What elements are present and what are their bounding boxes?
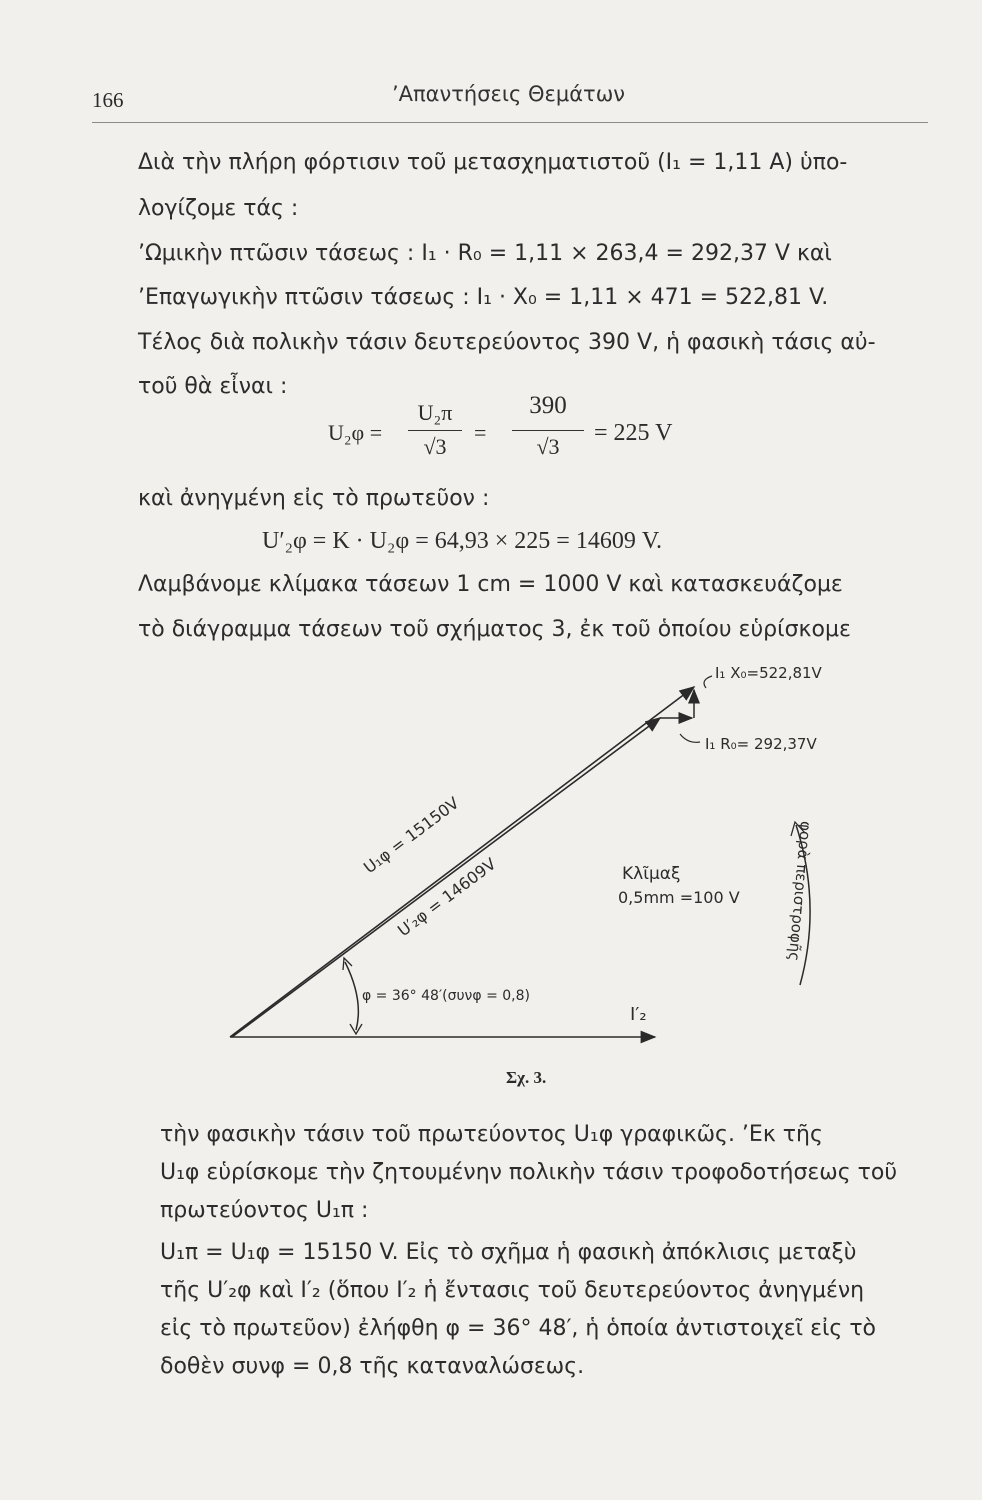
formula1-den1: √3 — [423, 434, 447, 459]
u1-label: U₁φ = 15150V — [360, 793, 463, 878]
ix-label: I₁ X₀=522,81V — [715, 664, 822, 682]
running-header: ’Απαντήσεις Θεμάτων — [392, 82, 626, 106]
formula1-den2: √3 — [536, 434, 560, 459]
rotation-label: φορὰ περιστροφῆς — [784, 820, 815, 962]
page-number: 166 — [92, 88, 124, 112]
formula1-lhs: U₂φ = — [328, 420, 383, 445]
para1-line5: Τέλος διὰ πολικὴν τάσιν δευτερεύοντος 390 V, ἡ φασικὴ τάσις αὐ- — [138, 330, 876, 355]
angle-arc — [345, 962, 358, 1030]
formula1-rhs: = 225 V — [594, 420, 673, 446]
para3-line6: εἰς τὸ πρωτεῦον) ἐλήφθη φ = 36° 48′, ἡ ὁποία ἀντιστοιχεῖ εἰς τὸ — [160, 1316, 877, 1341]
scale-title: Κλῖμαξ — [622, 864, 681, 884]
u2-label: U′₂φ = 14609V — [394, 854, 500, 941]
para1-line3: ’Ωμικὴν πτῶσιν τάσεως : I₁ · R₀ = 1,11 × 263,4 = 292,37 V καὶ — [138, 241, 832, 266]
para3-line1: τὴν φασικὴν τάσιν τοῦ πρωτεύοντος U₁φ γραφικῶς. ’Εκ τῆς — [160, 1122, 823, 1147]
para3-line4: U₁π = U₁φ = 15150 V. Εἰς τὸ σχῆμα ἡ φασικὴ ἀπόκλισις μεταξὺ — [160, 1240, 857, 1265]
current-label: I′₂ — [630, 1004, 647, 1025]
para3-line7: δοθὲν συνφ = 0,8 τῆς καταναλώσεως. — [160, 1354, 585, 1379]
para2-line1: καὶ ἀνηγμένη εἰς τὸ πρωτεῦον : — [138, 486, 490, 511]
para3-line3: πρωτεύοντος U₁π : — [160, 1198, 369, 1223]
para1-line1: Διὰ τὴν πλήρη φόρτισιν τοῦ μετασχηματιστοῦ (I₁ = 1,11 A) ὑπο- — [138, 150, 848, 175]
para2-line3: τὸ διάγραμμα τάσεων τοῦ σχήματος 3, ἐκ τοῦ ὁποίου εὑρίσκομε — [138, 617, 851, 642]
para1-line4: ’Επαγωγικὴν πτῶσιν τάσεως : I₁ · X₀ = 1,11 × 471 = 522,81 V. — [138, 285, 829, 310]
para3-line5: τῆς U′₂φ καὶ I′₂ (ὅπου I′₂ ἡ ἔντασις τοῦ δευτερεύοντος ἀνηγμένη — [160, 1278, 865, 1303]
scale-value: 0,5mm =100 V — [618, 888, 740, 907]
para1-line2: λογίζομε τάς : — [138, 196, 299, 221]
para2-line2: Λαμβάνομε κλίμακα τάσεων 1 cm = 1000 V καὶ κατασκευάζομε — [138, 572, 843, 597]
formula1-eq: = — [474, 420, 487, 445]
formula1-num1: U₂π — [417, 400, 453, 425]
figure-caption: Σχ. 3. — [506, 1068, 547, 1087]
ir-leader — [680, 734, 700, 742]
ir-label: I₁ R₀= 292,37V — [705, 735, 817, 753]
para3-line2: U₁φ εὑρίσκομε τὴν ζητουμένην πολικὴν τάσιν τροφοδοτήσεως τοῦ — [160, 1160, 898, 1185]
ix-leader — [704, 676, 712, 688]
u1-phasor — [230, 687, 694, 1037]
formula2: U′₂φ = K · U₂φ = 64,93 × 225 = 14609 V. — [262, 528, 663, 554]
angle-label: φ = 36° 48′(συνφ = 0,8) — [362, 988, 530, 1004]
formula1-num2: 390 — [529, 392, 567, 419]
para1-line6: τοῦ θὰ εἶναι : — [138, 374, 288, 399]
